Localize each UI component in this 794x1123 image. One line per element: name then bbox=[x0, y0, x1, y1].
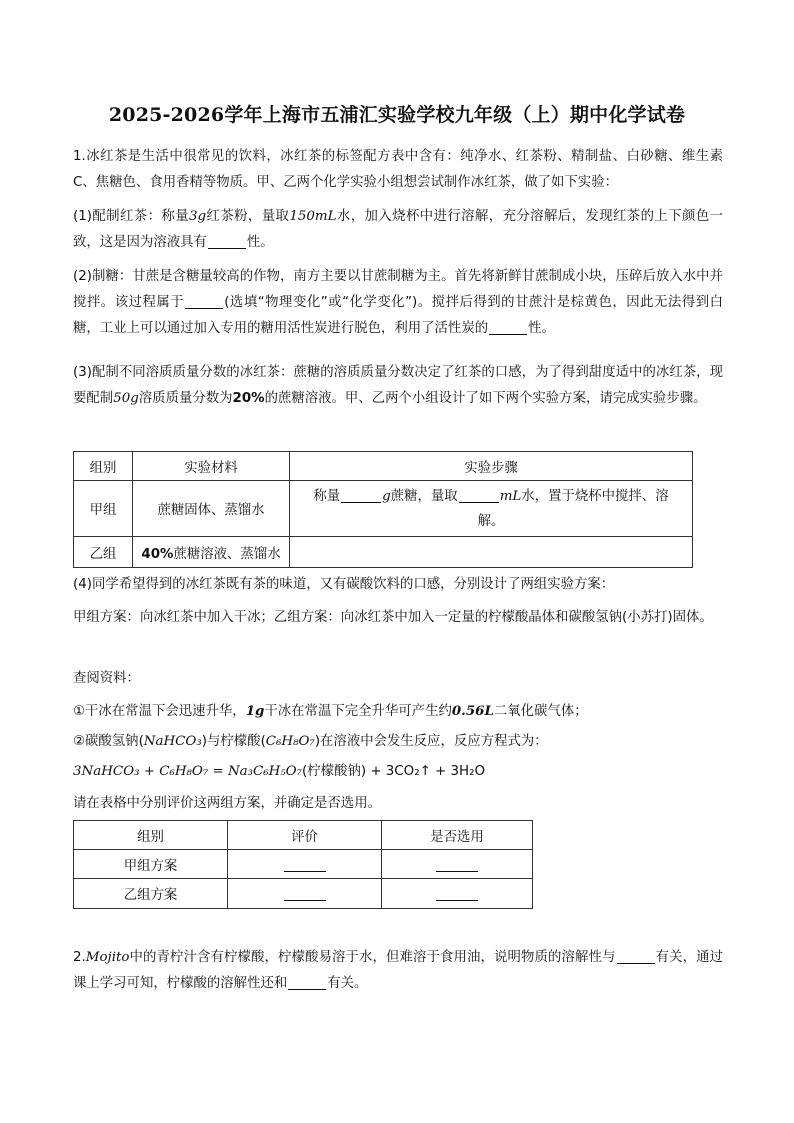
q1-part1: (1)配制红茶：称量3g红茶粉，量取150mL水，加入烧杯中进行溶解，充分溶解后，发现红茶的上下颜色一致，这是因为溶液具有 性。 bbox=[73, 209, 724, 250]
q1-intro: 1.冰红茶是生活中很常见的饮料，冰红茶的标签配方表中含有：纯净水、红茶粉、精制盐、白砂糖、维生素C、焦糖色、食用香精等物质。甲、乙两个化学实验小组想尝试制作冰红茶，做了如下实验： bbox=[73, 149, 723, 190]
table-cell bbox=[382, 879, 533, 909]
table-header: 组别 bbox=[74, 821, 228, 850]
table-cell: 40%蔗糖溶液、蒸馏水 bbox=[133, 537, 290, 568]
table-cell: 乙组 bbox=[74, 537, 133, 568]
table-cell: 称量 g蔗糖，量取 mL水，置于烧杯中搅拌、溶 解。 bbox=[290, 481, 693, 537]
table-header: 评价 bbox=[228, 821, 382, 850]
table-cell bbox=[228, 850, 382, 879]
info-item-1: ①干冰在常温下会迅速升华，1g干冰在常温下完全升华可产生约0.56L二氧化碳气体； bbox=[73, 703, 588, 719]
table-cell: 蔗糖固体、蒸馏水 bbox=[133, 481, 290, 537]
answer-blank[interactable] bbox=[489, 319, 527, 335]
answer-blank[interactable] bbox=[341, 487, 381, 503]
answer-blank[interactable] bbox=[288, 974, 326, 990]
table-header: 是否选用 bbox=[382, 821, 533, 850]
answer-blank[interactable] bbox=[436, 856, 478, 872]
page-title: 2025-2026学年上海市五浦汇实验学校九年级（上）期中化学试卷 bbox=[108, 104, 686, 126]
table-header: 组别 bbox=[74, 452, 133, 481]
table-cell: 甲组 bbox=[74, 481, 133, 537]
q1-part4: (4)同学希望得到的冰红茶既有茶的味道，又有碳酸饮料的口感，分别设计了两组实验方案： bbox=[73, 577, 615, 592]
q1-part2: (2)制糖：甘蔗是含糖量较高的作物，南方主要以甘蔗制糖为主。首先将新鲜甘蔗制成小块，压碎后放入水中并搅拌。该过程属于 (选填“物理变化”或“化学变化”)。搅拌后得到的甘蔗汁是棕黄色，因此无法得到白糖，工业上可以通过加入专用的糖用活性炭进行脱色，利用了活性炭的 性。 bbox=[73, 269, 724, 336]
evaluation-table bbox=[73, 820, 533, 909]
experiment-table bbox=[73, 451, 693, 568]
table-cell bbox=[228, 879, 382, 909]
info-item-2: ②碳酸氢钠(NaHCO₃)与柠檬酸(C₆H₈O₇)在溶液中会发生反应，反应方程式为： bbox=[73, 734, 548, 749]
table-header: 实验材料 bbox=[133, 452, 290, 481]
table-cell bbox=[382, 850, 533, 879]
table-cell[interactable] bbox=[290, 537, 693, 568]
answer-blank[interactable] bbox=[284, 856, 326, 872]
q1-part3: (3)配制不同溶质质量分数的冰红茶：蔗糖的溶质质量分数决定了红茶的口感，为了得到甜度适中的冰红茶，现要配制50g溶质质量分数为20%的蔗糖溶液。甲、乙两个小组设计了如下两个实验方案，请完成实验步骤。 bbox=[73, 365, 723, 406]
q2: 2.Mojito中的青柠汁含有柠檬酸，柠檬酸易溶于水，但难溶于食用油，说明物质的溶解性与 有关，通过课上学习可知，柠檬酸的溶解性还和 有关。 bbox=[73, 950, 724, 991]
table-header: 实验步骤 bbox=[290, 452, 693, 481]
answer-blank[interactable] bbox=[185, 293, 223, 309]
table-cell: 甲组方案 bbox=[74, 850, 228, 879]
table-cell: 乙组方案 bbox=[74, 879, 228, 909]
reaction-equation: 3NaHCO₃ + C₆H₈O₇ = Na₃C₆H₅O₇(柠檬酸钠) + 3CO₂↑ + 3H₂O bbox=[73, 764, 486, 779]
evaluate-instruction: 请在表格中分别评价这两组方案，并确定是否选用。 bbox=[73, 796, 381, 811]
q1-plans: 甲组方案：向冰红茶中加入干冰；乙组方案：向冰红茶中加入一定量的柠檬酸晶体和碳酸氢钠(小苏打)固体。 bbox=[73, 610, 713, 625]
answer-blank[interactable] bbox=[284, 885, 326, 901]
info-title: 查阅资料： bbox=[73, 671, 140, 686]
answer-blank[interactable] bbox=[459, 487, 499, 503]
answer-blank[interactable] bbox=[617, 948, 655, 964]
answer-blank[interactable] bbox=[436, 885, 478, 901]
answer-blank[interactable] bbox=[208, 233, 246, 249]
